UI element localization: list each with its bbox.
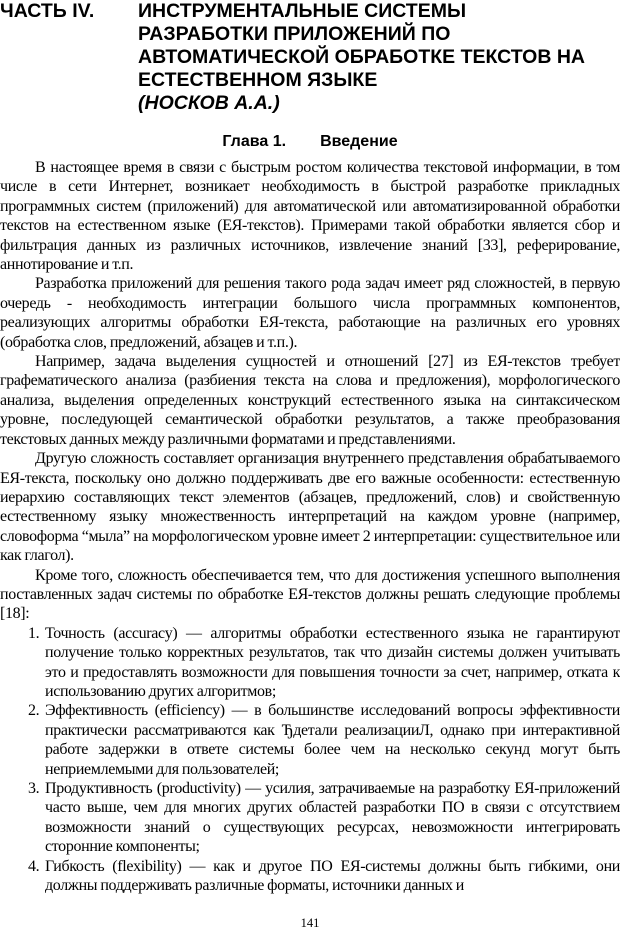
- part-label: ЧАСТЬ IV.: [0, 0, 95, 22]
- part-author: (НОСКОВ А.А.): [138, 92, 280, 114]
- chapter-heading: [0, 132, 620, 152]
- chapter-body: [0, 158, 620, 895]
- list-item: [0, 779, 620, 857]
- paragraph: Например, задача выделения сущностей и отношений [27] из ЕЯ-текстов требует графематического анализа (разбиения текста на слова и предложения), морфологического анализа, выделения определенных конструкций естественного языка на синтаксическом уровне, последующей семантической обработки результатов, а также преобразования текстовых данных между различными форматами и представлениями.: [0, 353, 620, 448]
- page-number: 141: [300, 916, 320, 930]
- paragraph: Кроме того, сложность обеспечивается тем, что для достижения успешного выполнения поставленных задач системы по обработке ЕЯ-текстов должны решать следующие проблемы [18]:: [0, 566, 620, 623]
- paragraph: Разработка приложений для решения такого рода задач имеет ряд сложностей, в первую очередь - необходимость интеграции большого числа программных компонентов, реализующих алгоритмы обработки ЕЯ-текста, работающие на различных его уровнях (обработка слов, предложений, абзацев и т.п.).: [0, 275, 620, 351]
- chapter-number: Глава 1.: [222, 133, 287, 150]
- list-item-text: Продуктивность (productivity) — усилия, затрачиваемые на разработку ЕЯ-приложений часто выше, чем для многих других областей разработки ПО в связи с отсутствием возможности знаний о существующих ресурсах, невозможности интегрировать сторонние компоненты;: [45, 780, 620, 856]
- part-title: [138, 0, 620, 115]
- list-item-number: 4.: [28, 857, 40, 875]
- list-item-text: Точность (accuracy) — алгоритмы обработки естественного языка не гарантируют получение только корректных результатов, так что дизайн системы должен учитывать это и предоставлять возможности для повышения точности за счет, например, отката к использованию других алгоритмов;: [45, 624, 620, 700]
- list-item: [0, 857, 620, 896]
- list-item: [0, 624, 620, 702]
- part-title-line: ИНСТРУМЕНТАЛЬНЫЕ СИСТЕМЫ: [138, 0, 467, 22]
- part-title-line: АВТОМАТИЧЕСКОЙ ОБРАБОТКЕ ТЕКСТОВ НА: [138, 46, 585, 68]
- list-item-number: 1.: [28, 624, 40, 642]
- paragraph: В настоящее время в связи с быстрым ростом количества текстовой информации, в том числе в сети Интернет, возникает необходимость в быстрой разработке прикладных программных систем (приложений) для автоматической или автоматизированной обработки текстов на естественном языке (ЕЯ-текстов). Примерами такой обработки является сбор и фильтрация данных из различных источников, извлечение знаний [33], реферирование, аннотирование и т.п.: [0, 159, 620, 274]
- chapter-title: Введение: [320, 133, 398, 150]
- paragraph: Другую сложность составляет организация внутреннего представления обрабатываемого ЕЯ-текста, поскольку оно должно поддерживать две его важные особенности: естественную иерархию составляющих текст элементов (абзацев, предложений, слов) и свойственную естественному языку множественность интерпретаций на каждом уровне (например, словоформа “мыла” на морфологическом уровне имеет 2 интерпретации: существительное или как глагол).: [0, 450, 620, 565]
- list-item-text: Эффективность (efficiency) — в большинстве исследований вопросы эффективности практически рассматриваются как Ђдетали реализацииЛ, однако при интерактивной работе задержки в ответе системы более чем на несколько секунд могут быть неприемлемыми для пользователей;: [45, 702, 620, 778]
- list-item-number: 2.: [28, 702, 40, 720]
- list-item: [0, 701, 620, 779]
- part-title-line: ЕСТЕСТВЕННОМ ЯЗЫКЕ: [138, 69, 378, 91]
- list-item-text: Гибкость (flexibility) — как и другое ПО ЕЯ-системы должны быть гибкими, они должны поддерживать различные форматы, источники данных и: [45, 857, 620, 895]
- list-item-number: 3.: [28, 780, 40, 797]
- problems-list: [0, 624, 620, 896]
- part-title-line: РАЗРАБОТКИ ПРИЛОЖЕНИЙ ПО: [138, 23, 451, 45]
